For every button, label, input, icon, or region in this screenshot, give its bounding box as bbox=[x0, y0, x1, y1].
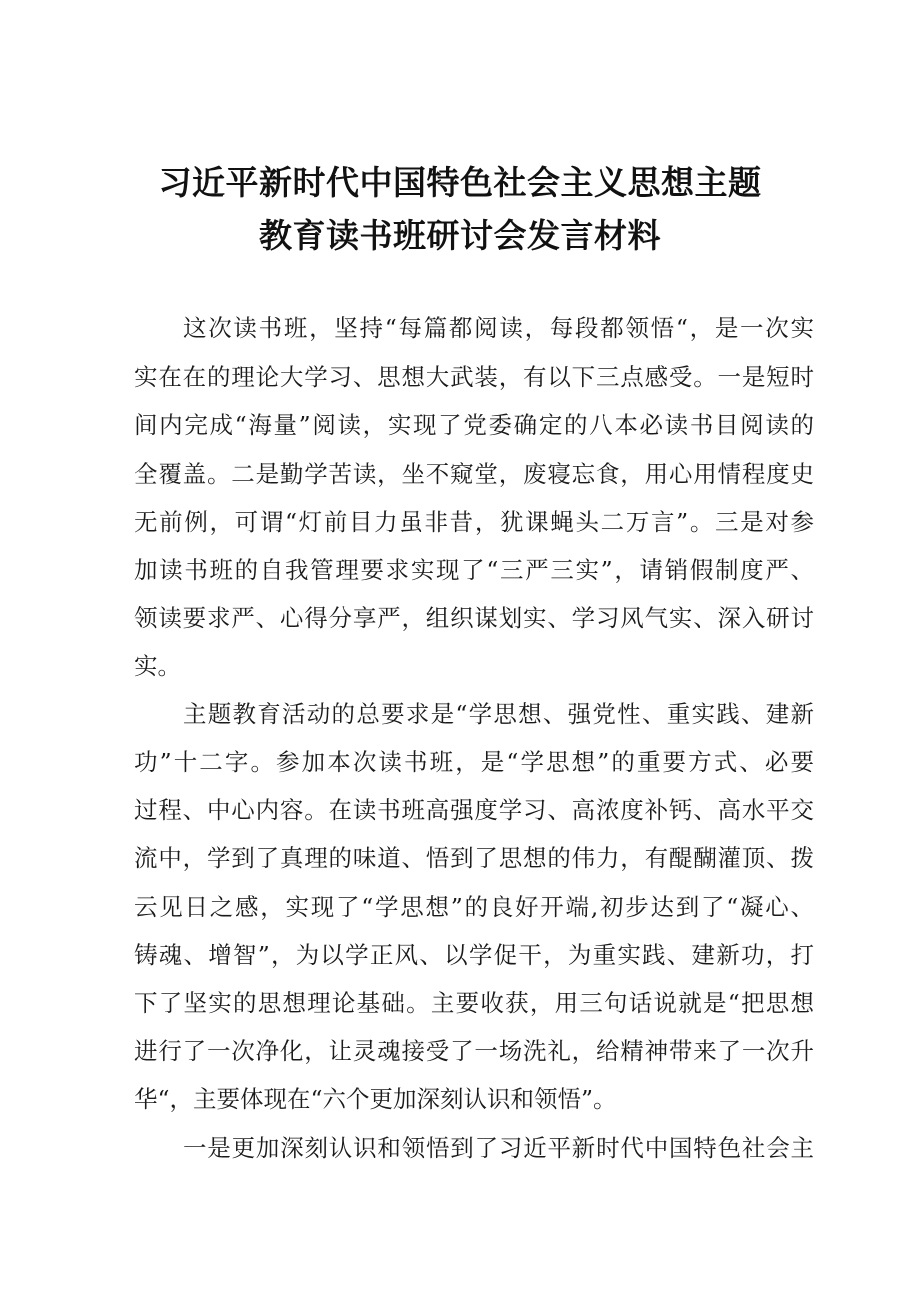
paragraph-2-line-4: 流中，学到了真理的味道、悟到了思想的伟力，有醍醐灌顶、拨 bbox=[134, 844, 814, 872]
paragraph-1-line-8: 实。 bbox=[134, 652, 181, 680]
paragraph-1-line-2: 实在在的理论大学习、思想大武装，有以下三点感受。一是短时 bbox=[134, 363, 814, 391]
paragraph-1-line-5: 无前例，可谓“灯前目力虽非昔，犹课蝇头二万言”。三是对参 bbox=[134, 508, 814, 536]
paragraph-3-line-1: 一是更加深刻认识和领悟到了习近平新时代中国特色社会主 bbox=[183, 1134, 814, 1162]
paragraph-1-line-6: 加读书班的自我管理要求实现了“三严三实”，请销假制度严、 bbox=[134, 556, 814, 584]
paragraph-1-line-4: 全覆盖。二是勤学苦读，坐不窥堂，废寝忘食，用心用情程度史 bbox=[134, 460, 814, 488]
paragraph-2-line-9: 华“，主要体现在“六个更加深刻认识和领悟”。 bbox=[134, 1085, 617, 1113]
document-title-line-1: 习近平新时代中国特色社会主义思想主题 bbox=[158, 163, 762, 202]
paragraph-2-line-2: 功”十二字。参加本次读书班，是“学思想”的重要方式、必要 bbox=[134, 748, 814, 776]
paragraph-1-line-7: 领读要求严、心得分享严，组织谋划实、学习风气实、深入研讨 bbox=[134, 604, 814, 632]
paragraph-2-line-5: 云见日之感，实现了“学思想”的良好开端,初步达到了“凝心、 bbox=[134, 893, 814, 921]
paragraph-2-line-8: 进行了一次净化，让灵魂接受了一场洗礼，给精神带来了一次升 bbox=[134, 1037, 814, 1065]
paragraph-2-line-1: 主题教育活动的总要求是“学思想、强党性、重实践、建新 bbox=[183, 700, 814, 728]
paragraph-2-line-7: 下了坚实的思想理论基础。主要收获，用三句话说就是“把思想 bbox=[134, 989, 814, 1017]
paragraph-2-line-3: 过程、中心内容。在读书班高强度学习、高浓度补钙、高水平交 bbox=[134, 796, 814, 824]
document-title-line-2: 教育读书班研讨会发言材料 bbox=[259, 216, 661, 255]
paragraph-2-line-6: 铸魂、增智”，为以学正风、以学促干，为重实践、建新功，打 bbox=[134, 941, 814, 969]
paragraph-1-line-3: 间内完成“海量”阅读，实现了党委确定的八本必读书目阅读的 bbox=[134, 411, 814, 439]
paragraph-1-line-1: 这次读书班，坚持“每篇都阅读，每段都领悟“，是一次实 bbox=[183, 314, 814, 342]
